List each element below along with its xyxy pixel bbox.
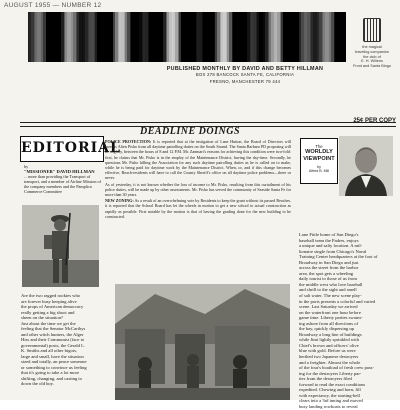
masthead-stripe: [151, 12, 154, 62]
editorial-text-line: that it's going to take a lot more: [21, 370, 80, 375]
masthead-stripe: [322, 12, 323, 62]
soldier-figure-illustration: [22, 205, 99, 287]
masthead-stripe: [115, 12, 118, 62]
emblem-logo-icon: [363, 18, 381, 42]
masthead-stripe: [215, 12, 217, 62]
viewpoint-text-line: Training Center headquarters at the foot of: [299, 254, 378, 260]
masthead-stripe: [289, 12, 292, 62]
masthead-stripe: [263, 12, 265, 62]
masthead-stripe: [173, 12, 175, 62]
masthead-stripe: [191, 12, 193, 62]
editorial-text-line: governmental) posts, the Gerald L.: [21, 342, 86, 348]
masthead-stripe: [109, 12, 112, 62]
masthead-stripe: [59, 12, 61, 62]
masthead-stripe: [233, 12, 235, 62]
masthead-stripe: [199, 12, 202, 62]
viewpoint-text-line: baseball team the Padres, enjoys: [299, 237, 359, 243]
address-line-2: FRESNO, MANCHESTER 79 444: [209, 78, 281, 84]
viewpoint-text-line: across the street from the harbor: [299, 265, 359, 271]
masthead-stripe: [310, 12, 311, 62]
masthead-stripe: [239, 12, 241, 62]
viewpoint-box: [300, 138, 338, 184]
masthead-stripe: [31, 12, 34, 62]
viewpoint-text-line: Chief's brown and officers' olive: [299, 342, 359, 348]
masthead-stripe: [175, 12, 178, 62]
masthead-stripes: [28, 12, 346, 62]
masthead-stripe: [28, 12, 29, 62]
masthead-stripe: [232, 12, 233, 62]
deadline-paragraph-text: It is reported that at the instigation of Lane Hutton, the Board of Directors will sweeps Alien Pisho from all daytime patrolling duties on the South Strand. The Santa Barbara PD proposing will be slightly, between the hours of 8 and 12 P.M. Mr. Zanmart's reasons for achieving this condition were two-fold: first, he claims that Mr. Pisho is in the employ of the Maintenance District, having the day-time. Secondly, he questions Mr. Pisho hilling the Association for any such daytime patrolling duties as he is called on to make, while he is being paid for daytime work by the Maintenance District. When, or, and if this change becomes effective, Beach-residents will have to call the County Sheriff's office on all daytime police problems—there or never.: [105, 139, 291, 181]
masthead-stripe: [142, 12, 143, 62]
masthead-stripe: [83, 12, 85, 62]
masthead-stripe: [167, 12, 169, 62]
masthead-stripe: [305, 12, 307, 62]
editorial-text-line: down the old boy.: [21, 381, 54, 386]
masthead-stripe: [82, 12, 83, 62]
masthead-stripe: [274, 12, 275, 62]
masthead-stripe: [118, 12, 119, 62]
masthead-stripe: [202, 12, 203, 62]
masthead-stripe: [46, 12, 47, 62]
street-scene-illustration: [115, 284, 290, 400]
masthead-stripe: [214, 12, 215, 62]
masthead-stripe: [271, 12, 274, 62]
deadline-title: DEADLINE DOINGS: [139, 126, 240, 137]
masthead-stripe: [229, 12, 232, 62]
masthead-stripe: [53, 12, 55, 62]
masthead-stripe: [127, 12, 130, 62]
masthead-stripe: [103, 12, 106, 62]
viewpoint-text-line: blue with gold. Before us were: [299, 348, 356, 354]
masthead-stripe: [40, 12, 41, 62]
editorial-text-line: Are the two ragged rookies who: [21, 293, 81, 298]
masthead-stripe: [340, 12, 341, 62]
editorial-title: EDITORIAL: [21, 140, 121, 156]
masthead-stripe: [133, 12, 136, 62]
masthead-stripe: [121, 12, 124, 62]
publisher-block: [150, 66, 340, 85]
editorial-text: [21, 293, 111, 387]
viewpoint-text-line: the bay, quickly dispersing up: [299, 326, 354, 332]
masthead-stripe: [172, 12, 173, 62]
masthead-stripe: [71, 12, 73, 62]
masthead-stripe: [85, 12, 88, 62]
viewpoint-text-line: Broadway in San Diego and just: [299, 259, 359, 265]
masthead-stripe: [77, 12, 79, 62]
editorial-title-box: [20, 136, 121, 162]
masthead-stripe: [41, 12, 43, 62]
masthead-stripe: [251, 12, 253, 62]
editorial-photo: [22, 205, 99, 287]
masthead-stripe: [331, 12, 334, 62]
masthead-stripe: [235, 12, 238, 62]
masthead-stripe: [143, 12, 145, 62]
viewpoint-title: WORLDLY VIEWPOINT: [303, 149, 335, 162]
viewpoint-text-line: while Jimi lightly sprinkled with: [299, 337, 359, 343]
emblem-line-2: traveling companion: [355, 49, 389, 54]
masthead-stripe: [316, 12, 317, 62]
editorial-text-line: sized and totally, an peace someone: [21, 359, 87, 364]
masthead-stripe: [307, 12, 310, 62]
deadline-paragraph: [105, 139, 291, 181]
masthead-stripe: [97, 12, 100, 62]
masthead-stripe: [149, 12, 151, 62]
viewpoint-text-line: busy landing rowboats to reveal: [299, 403, 358, 409]
masthead-stripe: [70, 12, 71, 62]
masthead-stripe: [301, 12, 304, 62]
masthead-stripe: [275, 12, 277, 62]
masthead-stripe: [169, 12, 172, 62]
masthead-stripe: [94, 12, 95, 62]
masthead-stripe: [185, 12, 187, 62]
deadline-paragraph: [105, 198, 291, 219]
viewpoint-text-line: expedited. Chewing and horn, fill: [299, 387, 361, 393]
emblem-line-3: the club of: [363, 54, 381, 59]
masthead-stripe: [244, 12, 245, 62]
masthead-stripe: [160, 12, 161, 62]
masthead-stripe: [155, 12, 157, 62]
author-portrait: [339, 136, 393, 196]
masthead-stripe: [145, 12, 148, 62]
deadline-paragraph-text: As a result of an overwhelming vote by Residents to keep the grant without its passed Beaches, it is reported that the School Board has let the wheels in motion to get a new school to actual construction as rapidly as possible. First notable by the motion is that of having the grading done for the new building to be constructed.: [105, 198, 291, 219]
masthead-stripe: [124, 12, 125, 62]
viewpoint-text-line: ties from the destroyers filed: [299, 376, 352, 382]
street-photo: [115, 284, 290, 400]
masthead-artwork: [28, 12, 346, 62]
masthead-stripe: [166, 12, 167, 62]
masthead-stripe: [269, 12, 271, 62]
masthead-stripe: [37, 12, 40, 62]
masthead-stripe: [148, 12, 149, 62]
issue-number: AUGUST 1955 — NUMBER 12: [4, 2, 102, 9]
masthead-stripe: [88, 12, 89, 62]
masthead-stripe: [257, 12, 259, 62]
masthead-stripe: [292, 12, 293, 62]
masthead-stripe: [178, 12, 179, 62]
deadline-paragraph-text: As of yesterday, it is not known whether the loss of income to Mr. Pisho, resulting from this curtailment of his police duties, will be made up by other assessments. Mr. Pisho has served the community of Seaside Santa Fe for more than 30 years.: [105, 181, 291, 198]
masthead-stripe: [293, 12, 295, 62]
masthead-stripe: [319, 12, 322, 62]
masthead-stripe: [196, 12, 197, 62]
masthead-stripe: [76, 12, 77, 62]
editorial-text-line: Hiss and their Communist (face to: [21, 337, 85, 342]
masthead-stripe: [313, 12, 316, 62]
masthead-stripe: [268, 12, 269, 62]
masthead-stripe: [91, 12, 94, 62]
viewpoint-by: by: [317, 165, 321, 169]
masthead-stripe: [334, 12, 335, 62]
masthead-stripe: [241, 12, 244, 62]
editorial-text-line: large and small, have the situation: [21, 353, 84, 359]
viewpoint-text-line: the middle west who love baseball: [299, 281, 363, 287]
masthead-stripe: [227, 12, 229, 62]
masthead-stripe: [35, 12, 37, 62]
masthead-stripe: [47, 12, 49, 62]
masthead-stripe: [157, 12, 160, 62]
editorial-text-line: feeling that the Senator McCarthys: [21, 326, 86, 331]
viewpoint-author: Alfred B. Mill: [308, 169, 330, 173]
viewpoint-text-line: berthed two Japanese destroyers: [299, 354, 359, 360]
masthead-stripe: [283, 12, 286, 62]
club-emblem: [348, 18, 396, 69]
masthead-stripe: [89, 12, 91, 62]
masthead-stripe: [52, 12, 53, 62]
masthead-stripe: [343, 12, 346, 62]
viewpoint-text-line: ing ashore from all directions of: [299, 320, 359, 326]
masthead-stripe: [281, 12, 283, 62]
masthead-stripe: [64, 12, 65, 62]
viewpoint-text-line: a unique and salty location. A mil-: [299, 243, 363, 249]
masthead-stripe: [211, 12, 214, 62]
masthead-stripe: [58, 12, 59, 62]
masthead-stripe: [203, 12, 205, 62]
viewpoint-text-line: ing for the destroyers Liberty par-: [299, 370, 362, 376]
viewpoint-text-line: lionaire single from Chicago's Naval: [299, 248, 367, 254]
masthead-stripe: [112, 12, 113, 62]
masthead-stripe: [341, 12, 343, 62]
masthead-stripe: [43, 12, 46, 62]
masthead-stripe: [181, 12, 184, 62]
masthead-stripe: [253, 12, 256, 62]
byline-by: by: [24, 164, 29, 169]
deadline-paragraph-lead: POLICE PROTECTION:: [105, 139, 152, 144]
editorial-text-line: the props of American democracy: [21, 304, 84, 309]
masthead-stripe: [193, 12, 196, 62]
masthead-stripe: [106, 12, 107, 62]
masthead-stripe: [190, 12, 191, 62]
masthead-stripe: [259, 12, 262, 62]
masthead-stripe: [130, 12, 131, 62]
emblem-line-5: Front and Santa Bingo: [353, 64, 391, 69]
masthead-stripe: [163, 12, 166, 62]
masthead-stripe: [187, 12, 190, 62]
masthead-stripe: [265, 12, 268, 62]
masthead-stripe: [317, 12, 319, 62]
deadline-body: [105, 139, 291, 220]
masthead-stripe: [262, 12, 263, 62]
masthead-stripe: [209, 12, 211, 62]
viewpoint-text-line: scene. Last Saturday we arrived: [299, 304, 358, 310]
masthead-stripe: [131, 12, 133, 62]
masthead-stripe: [245, 12, 247, 62]
masthead-stripe: [161, 12, 163, 62]
viewpoint-text-line: clears into a 3rd inning and moved: [299, 398, 363, 404]
viewpoint-text: [299, 232, 395, 410]
author-portrait-illustration: [339, 136, 393, 196]
editorial-text-line: really getting a big shoot and: [21, 309, 75, 315]
masthead-stripe: [137, 12, 139, 62]
masthead-stripe: [101, 12, 103, 62]
masthead-stripe: [197, 12, 199, 62]
masthead-stripe: [299, 12, 301, 62]
masthead-stripe: [65, 12, 67, 62]
deadline-paragraph-lead: NEW ZONING:: [105, 198, 134, 204]
masthead-stripe: [61, 12, 64, 62]
masthead-stripe: [100, 12, 101, 62]
masthead-stripe: [49, 12, 52, 62]
address-line-1: BOX 278 BANCOCK SANTA FE, CALIFORNIA: [195, 72, 295, 78]
editorial-text-line: sheen on the situation?: [21, 315, 63, 320]
viewpoint-text-line: on the waterfront one hour before: [299, 309, 361, 315]
top-divider: [20, 122, 396, 123]
viewpoint-the: The: [315, 144, 323, 149]
masthead-stripe: [217, 12, 220, 62]
masthead-stripe: [277, 12, 280, 62]
masthead-stripe: [79, 12, 82, 62]
masthead-stripe: [95, 12, 97, 62]
viewpoint-text-line: Lane Fittle home of San Diego's: [299, 232, 359, 237]
viewpoint-text-line: in the ports presents a colorful and varied: [299, 298, 376, 304]
viewpoint-text-line: game time. Liberty parties swarm-: [299, 315, 363, 321]
masthead-stripe: [250, 12, 251, 62]
emblem-line-4: E. H. Willens: [361, 59, 383, 64]
masthead-stripe: [136, 12, 137, 62]
masthead-stripe: [280, 12, 281, 62]
editorial-text-line: K. Smiths and all other bigots,: [21, 348, 78, 353]
masthead-stripe: [329, 12, 331, 62]
masthead-stripe: [73, 12, 76, 62]
masthead-stripe: [238, 12, 239, 62]
price-label: 25¢ PER COPY: [353, 118, 396, 124]
masthead-stripe: [323, 12, 325, 62]
editorial-text-line: shifting, changing, and casting to: [21, 375, 82, 381]
masthead-stripe: [304, 12, 305, 62]
masthead-stripe: [220, 12, 221, 62]
emblem-line-1: the magical: [362, 45, 382, 49]
masthead-stripe: [311, 12, 313, 62]
masthead-stripe: [286, 12, 287, 62]
masthead-stripe: [29, 12, 31, 62]
masthead-stripe: [337, 12, 340, 62]
masthead-stripe: [247, 12, 250, 62]
editorial-text-line: and other witch hunters, the Alger: [21, 331, 84, 337]
masthead-stripe: [298, 12, 299, 62]
viewpoint-text-line: forward to read the exact conditions: [299, 381, 366, 387]
masthead-stripe: [184, 12, 185, 62]
masthead-stripe: [67, 12, 70, 62]
masthead-stripe: [223, 12, 226, 62]
viewpoint-text-line: of the four's boatload of fresh crew pass-: [299, 365, 374, 371]
viewpoint-text-line: Broadway a long line of buildings: [299, 331, 362, 337]
masthead-stripe: [335, 12, 337, 62]
byline-name: "MISSIONER" DAVID HILLMAN: [24, 169, 95, 174]
viewpoint-text-line: with expectancy, the starting-bell: [299, 392, 360, 398]
masthead-stripe: [154, 12, 155, 62]
masthead-stripe: [226, 12, 227, 62]
editorial-text-line: or something to convince us feeling: [21, 364, 87, 370]
masthead-stripe: [179, 12, 181, 62]
masthead-stripe: [221, 12, 223, 62]
viewpoint-text-line: of salt water. The new scene play-: [299, 293, 362, 299]
masthead-stripe: [119, 12, 121, 62]
masthead-stripe: [208, 12, 209, 62]
masthead-stripe: [205, 12, 208, 62]
masthead-stripe: [125, 12, 127, 62]
viewpoint-text-line: daily tourist to those of us from: [299, 276, 357, 282]
masthead-stripe: [34, 12, 35, 62]
editorial-byline: [24, 164, 102, 194]
masthead-stripe: [287, 12, 289, 62]
viewpoint-text-line: and shrill to the sight and smell: [299, 287, 357, 293]
byline-description: ... more than providing the Transport of transport, and a member of Airline Mission of the company members and the Pamplico Commerce Committee: [24, 174, 101, 194]
masthead-stripe: [295, 12, 298, 62]
masthead-stripe: [325, 12, 328, 62]
masthead-stripe: [328, 12, 329, 62]
masthead-stripe: [107, 12, 109, 62]
deadline-paragraph: [105, 182, 291, 198]
viewpoint-text-line: area, the spot gets a wheeling: [299, 270, 354, 276]
masthead-stripe: [55, 12, 58, 62]
masthead-stripe: [113, 12, 115, 62]
masthead-stripe: [256, 12, 257, 62]
publisher-line: PUBLISHED MONTHLY BY DAVID AND BETTY HILLMAN: [166, 66, 324, 72]
editorial-text-line: Just about the time we get the: [21, 320, 76, 326]
editorial-text-line: are forever busy keeping alive: [21, 298, 77, 304]
masthead-stripe: [139, 12, 142, 62]
viewpoint-text-line: and a freighter. Almost the whole: [299, 359, 361, 365]
